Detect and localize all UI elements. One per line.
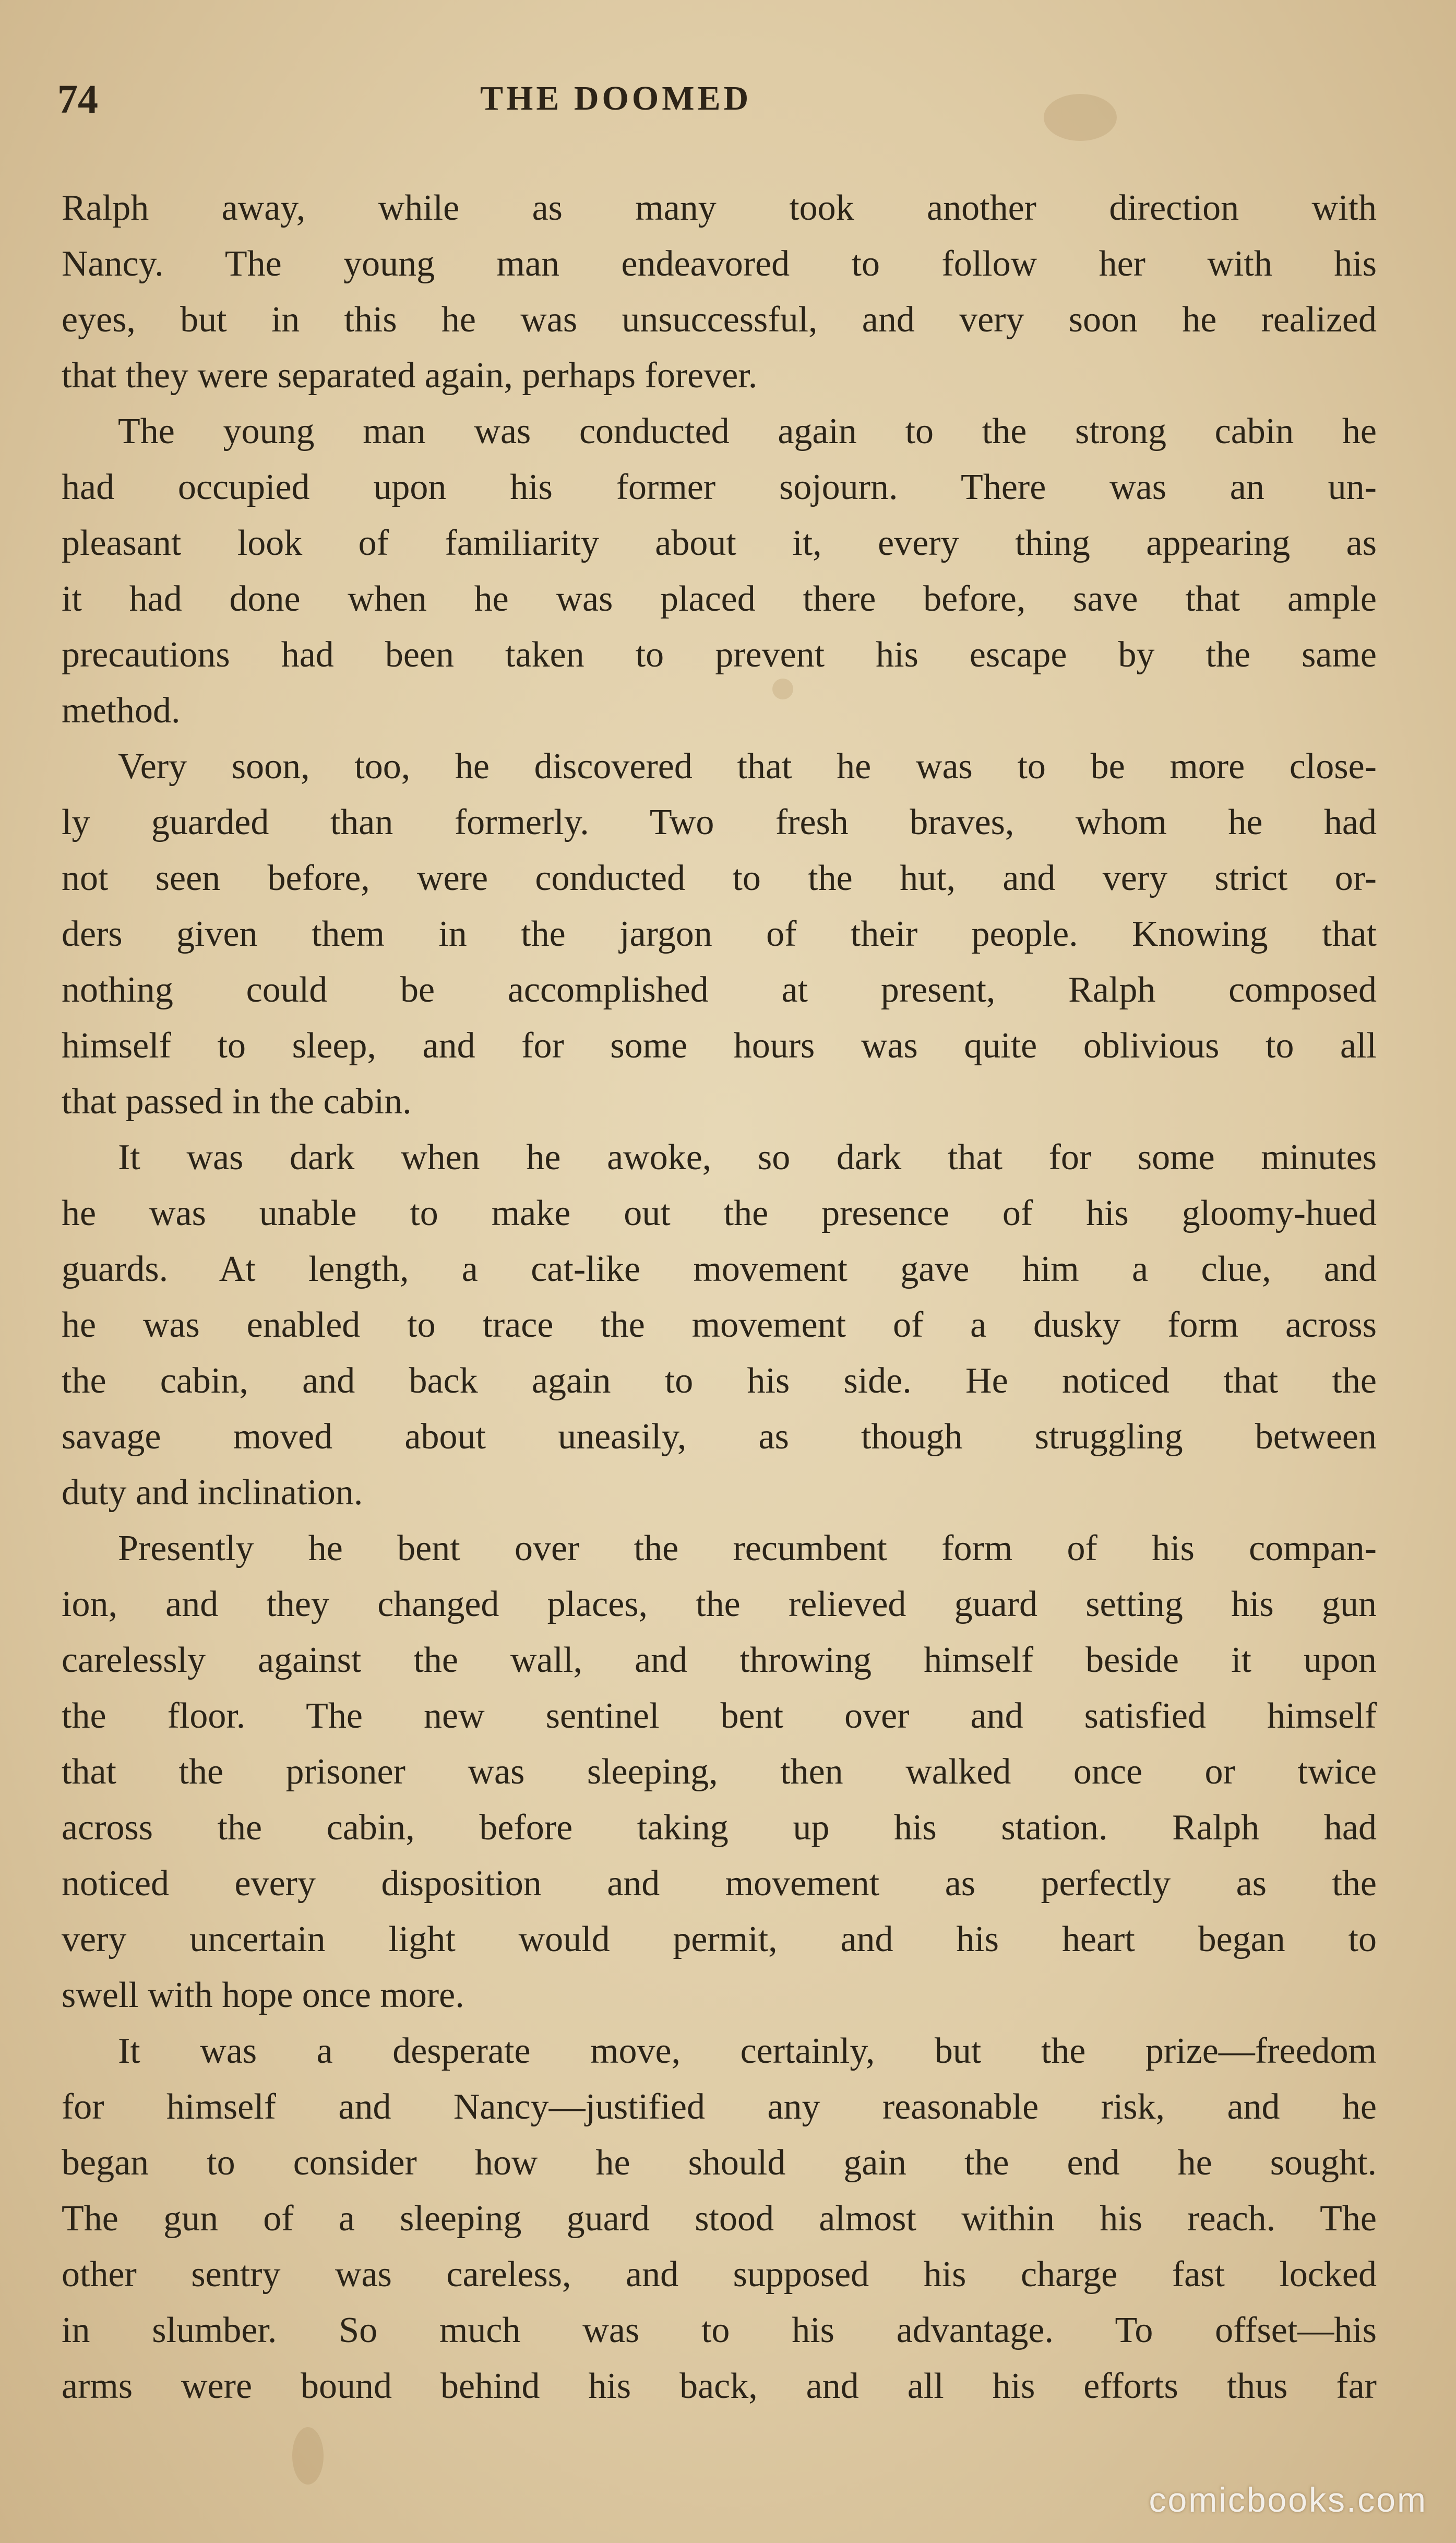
- text-line: pleasant look of familiarity about it, every thing appearing as: [62, 523, 1377, 563]
- text-line: carelessly against the wall, and throwing himself beside it upon: [62, 1640, 1377, 1680]
- paper-stain: [292, 2427, 324, 2485]
- text-line: precautions had been taken to prevent his escape by the same: [62, 635, 1377, 675]
- watermark: comicbooks.com: [1149, 2480, 1427, 2519]
- text-line: eyes, but in this he was unsuccessful, and very soon he realized: [62, 300, 1377, 340]
- text-line: the floor. The new sentinel bent over and satisfied himself: [62, 1696, 1377, 1736]
- text-line: not seen before, were conducted to the hut, and very strict or-: [62, 858, 1377, 898]
- text-line: Ralph away, while as many took another direction with: [62, 188, 1377, 228]
- text-line: it had done when he was placed there before, save that ample: [62, 579, 1377, 619]
- paragraph-4: [62, 1130, 1377, 1520]
- text-line: Nancy. The young man endeavored to follow her with his: [62, 244, 1377, 284]
- running-head: THE DOOMED: [480, 79, 752, 117]
- paragraph-5: [62, 1520, 1377, 2023]
- text-line: very uncertain light would permit, and his heart began to: [62, 1919, 1377, 1959]
- text-line: ion, and they changed places, the relieved guard setting his gun: [62, 1584, 1377, 1624]
- text-line: himself to sleep, and for some hours was quite oblivious to all: [62, 1026, 1377, 1066]
- body-text: [62, 180, 1377, 2414]
- text-line: method.: [62, 691, 181, 731]
- text-line: had occupied upon his former sojourn. There was an un-: [62, 467, 1377, 507]
- text-line: for himself and Nancy—justified any reasonable risk, and he: [62, 2087, 1377, 2127]
- text-line: The gun of a sleeping guard stood almost within his reach. The: [62, 2199, 1377, 2239]
- text-line: Presently he bent over the recumbent form of his compan-: [118, 1528, 1377, 1568]
- text-line: It was dark when he awoke, so dark that for some minutes: [118, 1137, 1377, 1178]
- text-line: that they were separated again, perhaps forever.: [62, 355, 758, 396]
- text-line: noticed every disposition and movement as perfectly as the: [62, 1863, 1377, 1904]
- text-line: swell with hope once more.: [62, 1975, 464, 2015]
- text-line: he was unable to make out the presence of his gloomy-hued: [62, 1193, 1377, 1233]
- text-line: duty and inclination.: [62, 1472, 363, 1513]
- text-line: It was a desperate move, certainly, but the prize—freedom: [118, 2031, 1377, 2071]
- text-line: savage moved about uneasily, as though struggling between: [62, 1417, 1377, 1457]
- text-line: the cabin, and back again to his side. He noticed that the: [62, 1361, 1377, 1401]
- text-line: in slumber. So much was to his advantage. To offset—his: [62, 2310, 1377, 2350]
- paragraph-3: [62, 739, 1377, 1130]
- text-line: across the cabin, before taking up his station. Ralph had: [62, 1808, 1377, 1848]
- text-line: he was enabled to trace the movement of a dusky form across: [62, 1305, 1377, 1345]
- text-line: ders given them in the jargon of their people. Knowing that: [62, 914, 1377, 954]
- page-header: [57, 76, 1393, 128]
- paragraph-6: [62, 2023, 1377, 2414]
- text-line: ly guarded than formerly. Two fresh braves, whom he had: [62, 802, 1377, 842]
- text-line: began to consider how he should gain the end he sought.: [62, 2143, 1377, 2183]
- text-line: that the prisoner was sleeping, then walked once or twice: [62, 1752, 1377, 1792]
- text-line: Very soon, too, he discovered that he was to be more close-: [118, 746, 1377, 787]
- text-line: guards. At length, a cat-like movement gave him a clue, and: [62, 1249, 1377, 1289]
- paragraph-2: [62, 403, 1377, 739]
- page-number: 74: [57, 76, 98, 122]
- text-line: arms were bound behind his back, and all his efforts thus far: [62, 2366, 1377, 2406]
- text-line: other sentry was careless, and supposed his charge fast locked: [62, 2254, 1377, 2295]
- text-line: The young man was conducted again to the strong cabin he: [118, 411, 1377, 451]
- text-line: that passed in the cabin.: [62, 1082, 412, 1122]
- text-line: nothing could be accomplished at present, Ralph composed: [62, 970, 1377, 1010]
- paragraph-1: [62, 180, 1377, 403]
